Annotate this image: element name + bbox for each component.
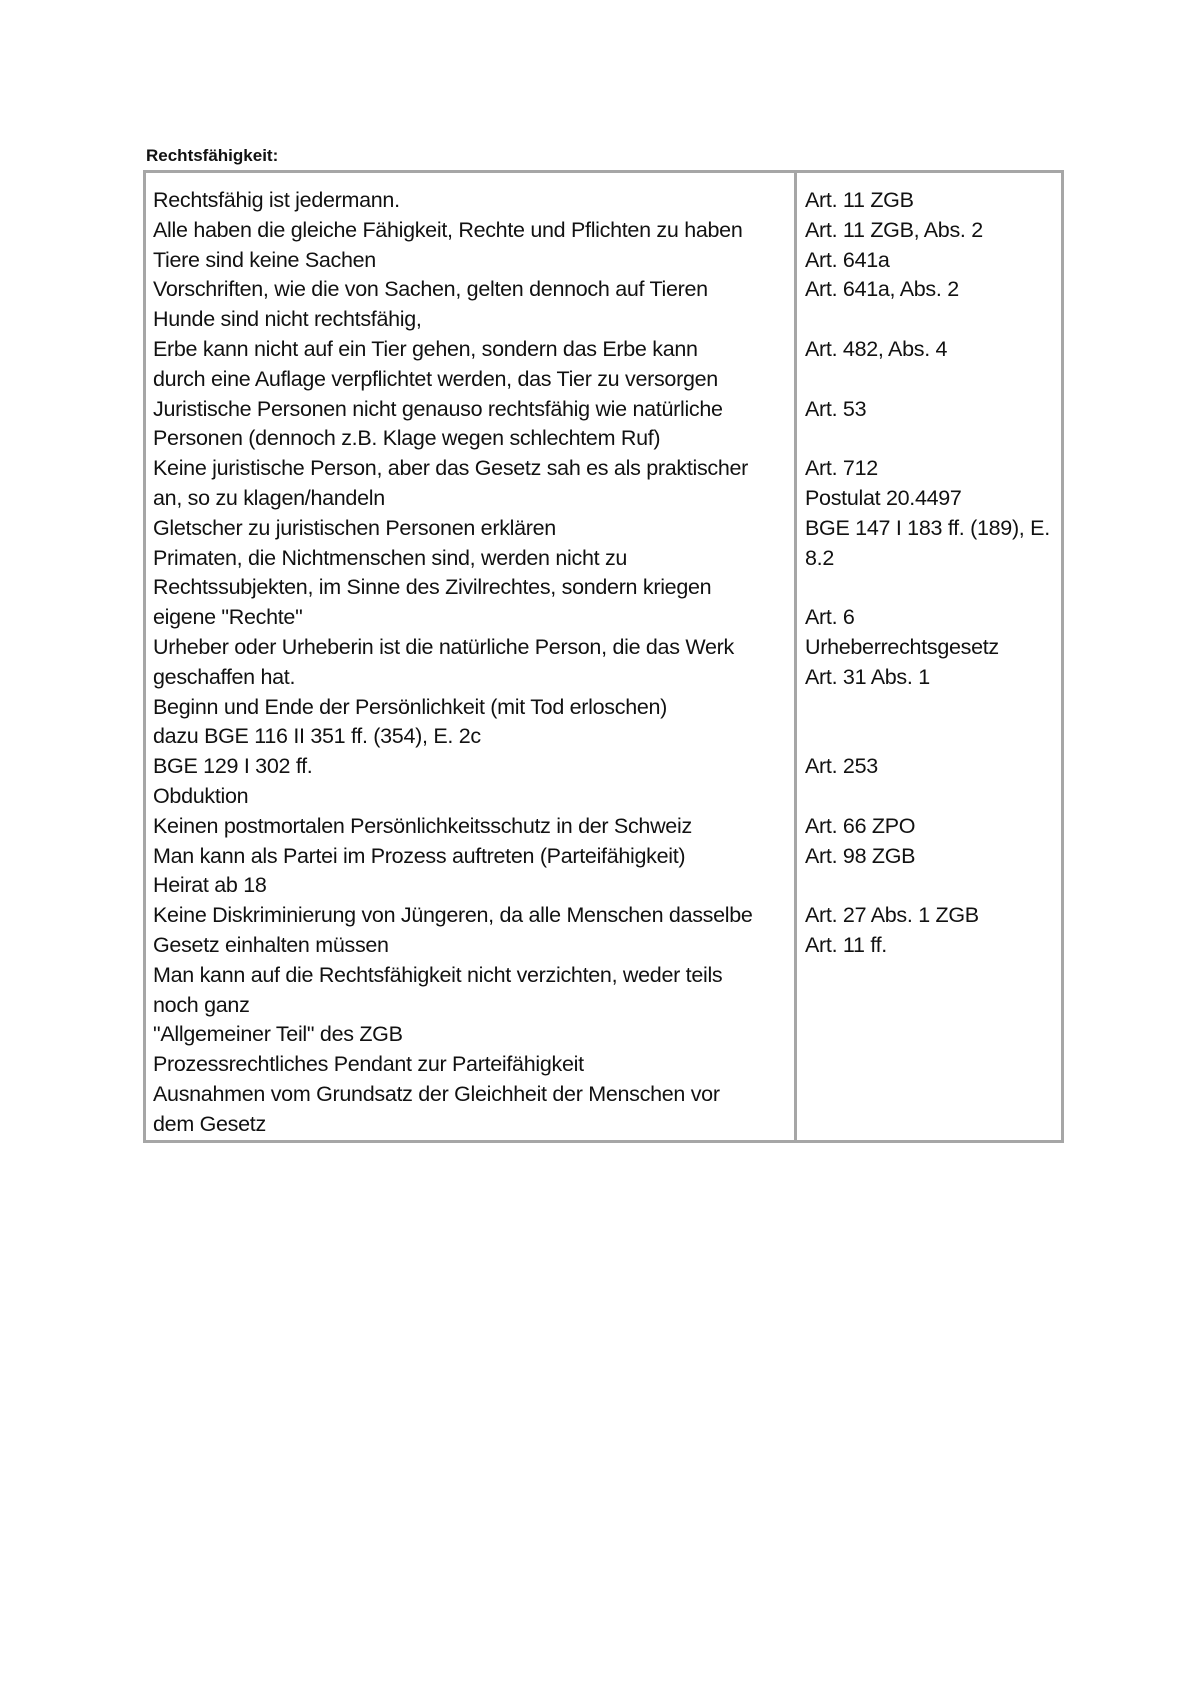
reference-line: [805, 693, 1061, 723]
description-line: Vorschriften, wie die von Sachen, gelten dennoch auf Tieren: [153, 277, 708, 302]
reference-line: Art. 641a: [805, 247, 890, 272]
description-line: Rechtssubjekten, im Sinne des Zivilrechtes, sondern kriegen: [153, 575, 712, 600]
reference-line: Urheberrechtsgesetz: [805, 634, 999, 659]
reference-line: [805, 782, 1061, 812]
description-line: Hunde sind nicht rechtsfähig,: [153, 307, 422, 332]
description-line: Tiere sind keine Sachen: [153, 247, 376, 272]
description-line: dem Gesetz: [153, 1111, 266, 1136]
description-line: Ausnahmen vom Grundsatz der Gleichheit der Menschen vor: [153, 1081, 720, 1106]
description-line: an, so zu klagen/handeln: [153, 485, 385, 510]
description-line: Obduktion: [153, 783, 249, 808]
description-line: eigene "Rechte": [153, 605, 303, 630]
reference-line: 8.2: [805, 545, 834, 570]
reference-line: [805, 305, 1061, 335]
reference-line: Art. 253: [805, 754, 878, 779]
reference-line: [805, 424, 1061, 454]
description-line: durch eine Auflage verpflichtet werden, das Tier zu versorgen: [153, 366, 718, 391]
reference-line: Art. 482, Abs. 4: [805, 336, 948, 361]
description-line: Beginn und Ende der Persönlichkeit (mit Tod erloschen): [153, 694, 668, 719]
description-line: geschaffen hat.: [153, 664, 296, 689]
reference-line: Art. 98 ZGB: [805, 843, 916, 868]
description-line: Primaten, die Nichtmenschen sind, werden nicht zu: [153, 545, 628, 570]
reference-line: [805, 722, 1061, 752]
reference-line: Art. 53: [805, 396, 867, 421]
reference-line: Art. 31 Abs. 1: [805, 664, 930, 689]
description-line: Juristische Personen nicht genauso rechtsfähig wie natürliche: [153, 396, 723, 421]
description-line: Keinen postmortalen Persönlichkeitsschutz in der Schweiz: [153, 813, 692, 838]
description-line: Prozessrechtliches Pendant zur Parteifähigkeit: [153, 1052, 584, 1077]
description-line: Man kann auf die Rechtsfähigkeit nicht verzichten, weder teils: [153, 962, 723, 987]
description-line: Rechtsfähig ist jedermann.: [153, 188, 400, 212]
page-heading: Rechtsfähigkeit:: [146, 146, 279, 165]
description-line: BGE 129 I 302 ff.: [153, 754, 313, 779]
description-column: [146, 173, 797, 1140]
description-line: Man kann als Partei im Prozess auftreten (Parteifähigkeit): [153, 843, 686, 868]
notes-table: [143, 170, 1064, 1143]
reference-line: Art. 27 Abs. 1 ZGB: [805, 903, 979, 928]
reference-line: [805, 573, 1061, 603]
description-line: Urheber oder Urheberin ist die natürliche Person, die das Werk: [153, 634, 734, 659]
reference-line: BGE 147 I 183 ff. (189), E.: [805, 515, 1050, 540]
reference-line: Art. 641a, Abs. 2: [805, 277, 959, 302]
description-line: noch ganz: [153, 992, 250, 1017]
description-line: dazu BGE 116 II 351 ff. (354), E. 2c: [153, 724, 481, 749]
reference-line: Art. 11 ZGB: [805, 188, 914, 212]
description-line: Personen (dennoch z.B. Klage wegen schlechtem Ruf): [153, 426, 661, 451]
reference-line: Art. 11 ZGB, Abs. 2: [805, 217, 983, 242]
reference-line: [805, 365, 1061, 395]
description-line: Erbe kann nicht auf ein Tier gehen, sondern das Erbe kann: [153, 336, 698, 361]
description-line: Heirat ab 18: [153, 873, 267, 898]
description-line: "Allgemeiner Teil" des ZGB: [153, 1022, 403, 1047]
reference-line: [805, 871, 1061, 901]
reference-column: [797, 173, 1061, 1140]
description-line: Gesetz einhalten müssen: [153, 932, 389, 957]
description-line: Gletscher zu juristischen Personen erklären: [153, 515, 556, 540]
reference-line: Art. 66 ZPO: [805, 813, 916, 838]
reference-line: Art. 712: [805, 456, 878, 481]
description-line: Alle haben die gleiche Fähigkeit, Rechte und Pflichten zu haben: [153, 217, 743, 242]
reference-line: Art. 6: [805, 605, 855, 630]
reference-line: Art. 11 ff.: [805, 932, 887, 957]
description-line: Keine Diskriminierung von Jüngeren, da alle Menschen dasselbe: [153, 903, 753, 928]
description-line: Keine juristische Person, aber das Gesetz sah es als praktischer: [153, 456, 749, 481]
reference-line: Postulat 20.4497: [805, 485, 962, 510]
